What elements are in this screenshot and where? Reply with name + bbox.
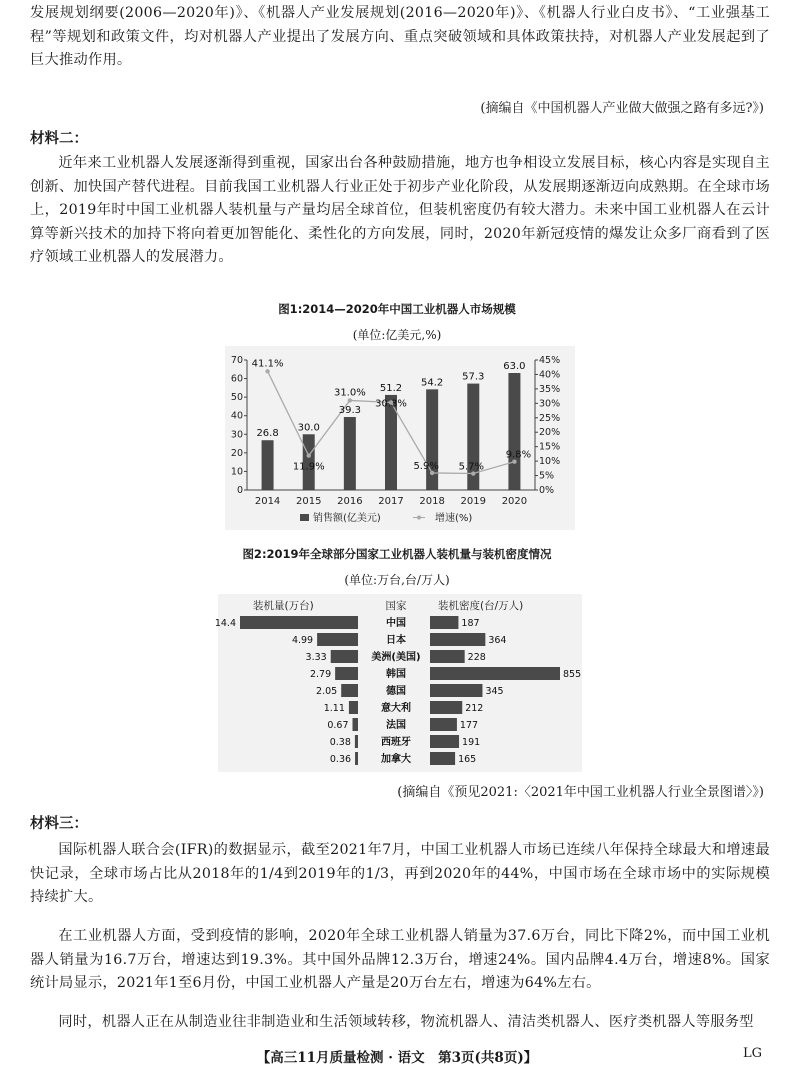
chart2-volume-label: 1.11 — [323, 703, 345, 714]
legend-bar-swatch — [300, 514, 309, 521]
chart1-bar — [508, 373, 520, 490]
chart1-right-tick: 40% — [539, 369, 561, 381]
chart2-density-bar — [430, 667, 560, 680]
chart2-country-label: 美洲(美国) — [371, 652, 421, 663]
chart2-density-label: 345 — [485, 686, 504, 697]
chart2-country-label: 法国 — [386, 720, 406, 731]
chart1-growth-point — [348, 398, 352, 402]
chart2-density-bar — [430, 735, 459, 748]
chart1-bar-label: 63.0 — [503, 361, 526, 372]
chart1-growth-label: 5.7% — [458, 461, 484, 473]
chart1-right-tick: 10% — [539, 456, 561, 468]
chart1-growth-label: 5.9% — [413, 460, 439, 472]
legend-line-label: 增速(%) — [435, 513, 473, 524]
chart2-density-bar — [430, 684, 482, 697]
chart2 — [214, 594, 582, 772]
chart2-volume-bar — [331, 650, 358, 663]
chart2-density-label: 187 — [461, 618, 480, 629]
chart2-right-header: 装机密度(台/万人) — [438, 600, 524, 612]
chart1-left-tick: 20 — [230, 447, 243, 459]
chart2-country-label: 中国 — [386, 618, 406, 629]
chart1-right-tick: 35% — [539, 383, 561, 395]
material2-heading: 材料二： — [30, 130, 88, 147]
chart2-density-label: 228 — [467, 652, 486, 663]
material3-paragraph-3: 同时，机器人正在从制造业往非制造业和生活领域转移，物流机器人、清洁类机器人、医疗类机器人等服务型 — [58, 1014, 754, 1030]
chart2-left-header: 装机量(万台) — [253, 600, 314, 612]
chart1-left-tick: 40 — [230, 410, 243, 422]
chart2-density-label: 165 — [458, 754, 477, 765]
chart1-right-tick: 25% — [539, 412, 561, 424]
page-footer: 【高三11月质量检测 · 语文 第3页(共8页)】 — [256, 1050, 538, 1066]
chart2-unit: (单位:万台,台/万人) — [344, 573, 450, 587]
chart2-density-bar — [430, 701, 462, 714]
chart1-x-tick: 2019 — [460, 496, 487, 507]
legend-line-marker — [417, 516, 421, 520]
chart2-volume-bar — [341, 684, 358, 697]
intro-source: (摘编自《中国机器人产业做大做强之路有多远?》) — [480, 101, 764, 116]
chart1-right-tick: 15% — [539, 441, 561, 453]
chart1-x-tick: 2014 — [254, 496, 281, 507]
chart2-density-bar — [430, 752, 455, 765]
chart1-growth-label: 30.3% — [375, 398, 407, 410]
chart2-density-label: 191 — [462, 737, 481, 748]
chart1-right-tick: 0% — [539, 485, 555, 496]
chart2-volume-bar — [335, 667, 358, 680]
chart2-volume-bar — [355, 735, 358, 748]
chart2-density-bar — [430, 616, 458, 629]
chart1-title: 图1:2014—2020年中国工业机器人市场规模 — [278, 302, 516, 316]
chart2-volume-bar — [353, 718, 358, 731]
legend-bar-label: 销售额(亿美元) — [313, 513, 381, 524]
chart2-volume-bar — [355, 752, 358, 765]
chart1-bar — [344, 417, 356, 490]
chart2-density-bar — [430, 718, 457, 731]
chart1-bar-label: 54.2 — [421, 377, 444, 389]
chart1-x-tick: 2018 — [419, 496, 445, 507]
chart1-bar-label: 51.2 — [379, 382, 403, 394]
chart1-x-tick: 2015 — [295, 496, 322, 507]
chart2-country-label: 韩国 — [386, 669, 406, 680]
chart1-growth-label: 41.1% — [251, 358, 284, 370]
chart1-x-tick: 2017 — [378, 496, 404, 507]
chart1-growth-label: 31.0% — [333, 387, 366, 399]
chart1-growth-point — [307, 453, 311, 457]
material3-paragraph-2: 在工业机器人方面，受到疫情的影响，2020年全球工业机器人销量为37.6万台，同比下降2%，而中国工业机器人销量为16.7万台，增速达到19.3%。其中国外品牌12.3万台，增速24%。国内品牌4.4万台，增速8%。国家统计局显示，2021年1至6月份，中国工业机器人产量是20万台左右，增速为64%左右。 — [30, 928, 770, 992]
chart2-density-label: 177 — [459, 720, 479, 731]
material2-paragraph: 近年来工业机器人发展逐渐得到重视，国家出台各种鼓励措施，地方也争相设立发展目标，核心内容是实现自主创新、加快国产替代进程。目前我国工业机器人行业正处于初步产业化阶段，从发展期逐渐迈向成熟期。在全球市场上，2019年时中国工业机器人装机量与产量均居全球首位，但装机密度仍有较大潜力。未来中国工业机器人在云计算等新兴技术的加持下将向着更加智能化、柔性化的方向发展，同时，2020年新冠疫情的爆发让众多厂商看到了医疗领域工业机器人的发展潜力。 — [30, 155, 770, 266]
chart1-left-tick: 0 — [236, 485, 243, 496]
chart2-country-label: 意大利 — [381, 703, 411, 714]
chart2-volume-bar — [349, 701, 358, 714]
chart2-volume-label: 3.33 — [305, 652, 327, 663]
chart2-density-bar — [430, 633, 485, 646]
chart1-right-tick: 45% — [539, 355, 561, 366]
chart1-left-tick: 60 — [230, 373, 243, 385]
chart1-bar-label: 26.8 — [256, 428, 279, 440]
chart1-growth-label: 9.8% — [505, 449, 532, 461]
chart2-volume-label: 0.38 — [329, 737, 351, 748]
chart2-density-label: 855 — [563, 669, 582, 680]
chart1-right-tick: 30% — [539, 398, 561, 410]
material3-heading: 材料三： — [30, 815, 88, 832]
chart2-volume-bar — [317, 633, 358, 646]
chart2-volume-label: 2.79 — [309, 669, 332, 680]
chart2-density-bar — [430, 650, 465, 663]
chart2-country-label: 日本 — [386, 635, 406, 646]
material3-paragraph-1: 国际机器人联合会(IFR)的数据显示，截至2021年7月，中国工业机器人市场已连续八年保持全球最大和增速最快记录，全球市场占比从2018年的1/4到2019年的1/3，再到2020年的44%，中国市场在全球市场中的实际规模持续扩大。 — [30, 842, 770, 906]
chart1-left-tick: 10 — [230, 466, 243, 478]
chart2-volume-bar — [240, 616, 358, 629]
chart2-volume-label: 14.4 — [214, 618, 236, 629]
chart1-unit: (单位:亿美元,%) — [352, 328, 442, 342]
chart2-source: (摘编自《预见2021:〈2021年中国工业机器人行业全景图谱〉》) — [397, 785, 764, 800]
chart1-growth-point — [265, 369, 269, 373]
chart1-left-tick: 70 — [230, 355, 243, 366]
chart1-left-tick: 30 — [230, 429, 243, 441]
chart2-volume-label: 0.67 — [327, 720, 349, 731]
chart1-x-tick: 2016 — [337, 496, 363, 507]
chart1-bar-label: 30.0 — [297, 422, 320, 434]
chart1-x-tick: 2020 — [501, 496, 528, 507]
chart1-right-tick: 20% — [539, 427, 561, 439]
intro-paragraph: 发展规划纲要(2006—2020年)》、《机器人产业发展规划(2016—2020年)》、《机器人行业白皮书》、“工业强基工程”等规划和政策文件，均对机器人产业提出了发展方向、重点突破领域和具体政策扶持，对机器人产业发展起到了巨大推动作用。 — [30, 5, 770, 69]
chart1-bar-label: 57.3 — [462, 371, 485, 383]
chart1-right-tick: 5% — [539, 470, 555, 482]
footer-code: LG — [742, 1046, 762, 1061]
chart2-density-label: 212 — [465, 703, 484, 714]
chart2-title: 图2:2019年全球部分国家工业机器人装机量与装机密度情况 — [242, 547, 552, 561]
chart2-density-label: 364 — [488, 635, 507, 646]
chart1-bar-label: 39.3 — [338, 405, 361, 417]
chart1-left-tick: 50 — [230, 392, 243, 404]
chart1 — [225, 346, 575, 530]
chart2-country-label: 加拿大 — [381, 754, 411, 765]
chart2-country-label: 西班牙 — [381, 737, 411, 748]
chart2-volume-label: 0.36 — [329, 754, 352, 765]
chart1-bar — [262, 440, 274, 490]
chart1-growth-label: 11.9% — [292, 461, 325, 473]
chart2-volume-label: 2.05 — [316, 686, 338, 697]
chart2-center-header: 国家 — [385, 600, 407, 612]
chart2-volume-label: 4.99 — [291, 635, 314, 646]
chart2-country-label: 德国 — [386, 686, 406, 697]
